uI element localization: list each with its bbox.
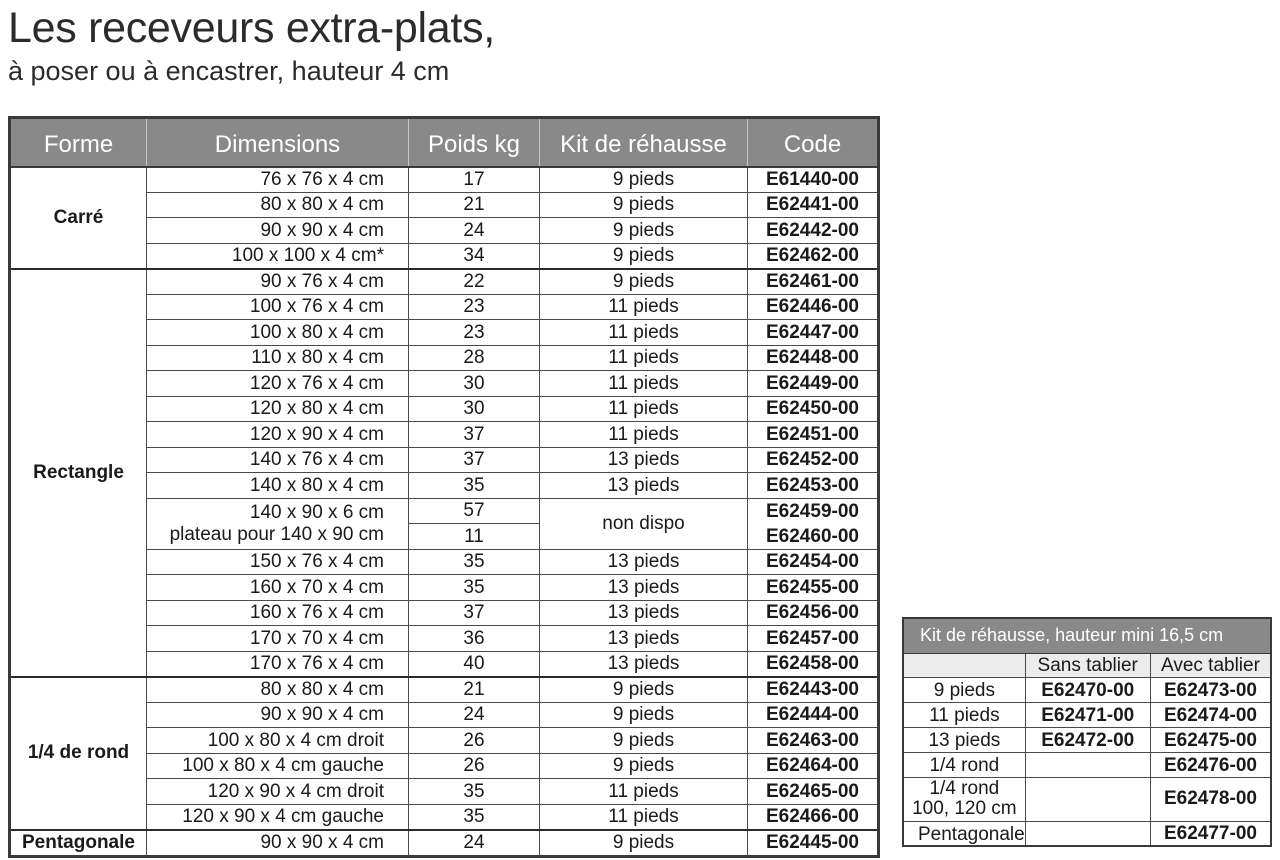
forme-cell: Carré bbox=[10, 167, 147, 269]
code-cell: E62446-00 bbox=[748, 294, 879, 320]
code-cell: E61440-00 bbox=[748, 167, 879, 193]
poids-cell: 23 bbox=[409, 320, 540, 346]
dimension-cell: 76 x 76 x 4 cm bbox=[147, 167, 409, 193]
dimension-cell: 120 x 90 x 4 cm gauche bbox=[147, 804, 409, 830]
dimension-cell: 140 x 76 x 4 cm bbox=[147, 447, 409, 473]
dimension-cell: 80 x 80 x 4 cm bbox=[147, 192, 409, 218]
table-row bbox=[903, 752, 1271, 777]
table-row bbox=[10, 269, 879, 295]
kit-cell: 9 pieds bbox=[540, 192, 748, 218]
dimension-cell: 120 x 76 x 4 cm bbox=[147, 371, 409, 397]
dimension-cell: 120 x 80 x 4 cm bbox=[147, 396, 409, 422]
poids-cell: 21 bbox=[409, 192, 540, 218]
header-kit: Kit de réhausse bbox=[540, 118, 748, 167]
table-row bbox=[903, 702, 1271, 727]
poids-cell: 30 bbox=[409, 371, 540, 397]
code-cell: E62444-00 bbox=[748, 702, 879, 728]
code-cell: E62456-00 bbox=[748, 600, 879, 626]
dimension-cell: 170 x 76 x 4 cm bbox=[147, 651, 409, 677]
poids-cell: 11 bbox=[409, 524, 540, 550]
poids-cell: 23 bbox=[409, 294, 540, 320]
code-cell: E62462-00 bbox=[748, 243, 879, 269]
code-cell: E62442-00 bbox=[748, 218, 879, 244]
kit-cell: 13 pieds bbox=[540, 651, 748, 677]
poids-cell: 40 bbox=[409, 651, 540, 677]
header-sans-tablier: Sans tablier bbox=[1025, 653, 1150, 677]
poids-cell: 35 bbox=[409, 549, 540, 575]
code-avec-cell: E62474-00 bbox=[1150, 702, 1271, 727]
code-sans-cell bbox=[1025, 777, 1150, 821]
dimension-cell: 120 x 90 x 4 cm bbox=[147, 422, 409, 448]
code-cell: E62464-00 bbox=[748, 753, 879, 779]
kit-cell: 13 pieds bbox=[540, 575, 748, 601]
table-row bbox=[903, 677, 1271, 702]
kit-cell: 9 pieds bbox=[540, 702, 748, 728]
dimension-cell: 170 x 70 x 4 cm bbox=[147, 626, 409, 652]
code-sans-cell: E62472-00 bbox=[1025, 727, 1150, 752]
poids-cell: 26 bbox=[409, 728, 540, 754]
code-cell: E62447-00 bbox=[748, 320, 879, 346]
kit-cell: 13 pieds bbox=[540, 626, 748, 652]
code-cell: E62441-00 bbox=[748, 192, 879, 218]
poids-cell: 26 bbox=[409, 753, 540, 779]
page-title: Les receveurs extra-plats, bbox=[8, 4, 495, 52]
rehausse-kit-table bbox=[902, 617, 1272, 847]
code-cell: E62448-00 bbox=[748, 345, 879, 371]
code-cell: E62465-00 bbox=[748, 779, 879, 805]
kit-cell: 11 pieds bbox=[540, 779, 748, 805]
poids-cell: 30 bbox=[409, 396, 540, 422]
dimension-cell: 90 x 90 x 4 cm bbox=[147, 218, 409, 244]
code-cell: E62443-00 bbox=[748, 677, 879, 703]
kit-cell: 9 pieds bbox=[540, 269, 748, 295]
kit-cell: 9 pieds bbox=[540, 677, 748, 703]
table-row bbox=[10, 167, 879, 193]
poids-cell: 37 bbox=[409, 422, 540, 448]
dimension-cell: 100 x 100 x 4 cm* bbox=[147, 243, 409, 269]
rehausse-header-empty bbox=[903, 653, 1025, 677]
kit-cell: 13 pieds bbox=[540, 447, 748, 473]
dimension-cell: 90 x 90 x 4 cm bbox=[147, 830, 409, 857]
table-row bbox=[903, 821, 1271, 846]
code-avec-cell: E62473-00 bbox=[1150, 677, 1271, 702]
dimension-cell: 140 x 80 x 4 cm bbox=[147, 473, 409, 499]
poids-cell: 36 bbox=[409, 626, 540, 652]
code-line-b: E62460-00 bbox=[766, 525, 859, 547]
kit-cell: 11 pieds bbox=[540, 345, 748, 371]
kit-label: Pentagonale bbox=[903, 821, 1025, 846]
poids-cell: 37 bbox=[409, 600, 540, 626]
dimension-cell: 160 x 70 x 4 cm bbox=[147, 575, 409, 601]
code-cell: E62458-00 bbox=[748, 651, 879, 677]
kit-cell: 11 pieds bbox=[540, 320, 748, 346]
dimension-line-b: plateau pour 140 x 90 cm bbox=[169, 523, 384, 545]
poids-cell: 34 bbox=[409, 243, 540, 269]
kit-label: 1/4 rond bbox=[903, 752, 1025, 777]
kit-cell: 9 pieds bbox=[540, 167, 748, 193]
poids-cell: 57 bbox=[409, 498, 540, 524]
kit-cell: 11 pieds bbox=[540, 371, 748, 397]
kit-cell: 11 pieds bbox=[540, 294, 748, 320]
header-forme: Forme bbox=[10, 118, 147, 167]
code-cell: E62466-00 bbox=[748, 804, 879, 830]
code-sans-cell bbox=[1025, 821, 1150, 846]
kit-cell: non dispo bbox=[540, 498, 748, 549]
kit-cell: 11 pieds bbox=[540, 396, 748, 422]
poids-cell: 35 bbox=[409, 575, 540, 601]
kit-label: 9 pieds bbox=[903, 677, 1025, 702]
code-avec-cell: E62478-00 bbox=[1150, 777, 1271, 821]
rehausse-table-caption: Kit de réhausse, hauteur mini 16,5 cm bbox=[903, 618, 1271, 653]
header-dimensions: Dimensions bbox=[147, 118, 409, 167]
poids-cell: 21 bbox=[409, 677, 540, 703]
table-row bbox=[903, 777, 1271, 821]
code-line-a: E62459-00 bbox=[766, 500, 859, 522]
poids-cell: 35 bbox=[409, 804, 540, 830]
dimension-cell: 100 x 80 x 4 cm droit bbox=[147, 728, 409, 754]
kit-cell: 13 pieds bbox=[540, 600, 748, 626]
code-cell: E62453-00 bbox=[748, 473, 879, 499]
forme-cell: Rectangle bbox=[10, 269, 147, 677]
dimension-cell: 90 x 76 x 4 cm bbox=[147, 269, 409, 295]
code-sans-cell: E62470-00 bbox=[1025, 677, 1150, 702]
code-cell: E62452-00 bbox=[748, 447, 879, 473]
kit-label-line-b: 100, 120 cm bbox=[912, 798, 1017, 819]
kit-cell: 13 pieds bbox=[540, 549, 748, 575]
dimension-cell: 150 x 76 x 4 cm bbox=[147, 549, 409, 575]
poids-cell: 24 bbox=[409, 830, 540, 857]
kit-cell: 9 pieds bbox=[540, 830, 748, 857]
poids-cell: 17 bbox=[409, 167, 540, 193]
code-avec-cell: E62475-00 bbox=[1150, 727, 1271, 752]
kit-cell: 13 pieds bbox=[540, 473, 748, 499]
dimension-cell: 110 x 80 x 4 cm bbox=[147, 345, 409, 371]
code-cell: E62449-00 bbox=[748, 371, 879, 397]
code-cell: E62451-00 bbox=[748, 422, 879, 448]
poids-cell: 28 bbox=[409, 345, 540, 371]
code-cell: E62463-00 bbox=[748, 728, 879, 754]
code-cell: E62461-00 bbox=[748, 269, 879, 295]
kit-label-line-a: 1/4 rond bbox=[929, 778, 1000, 799]
table-row bbox=[10, 830, 879, 857]
code-avec-cell: E62477-00 bbox=[1150, 821, 1271, 846]
kit-cell: 11 pieds bbox=[540, 804, 748, 830]
dimension-cell-split bbox=[147, 498, 409, 549]
poids-cell: 37 bbox=[409, 447, 540, 473]
poids-cell: 24 bbox=[409, 218, 540, 244]
poids-cell: 35 bbox=[409, 473, 540, 499]
forme-cell: Pentagonale bbox=[10, 830, 147, 857]
code-cell: E62450-00 bbox=[748, 396, 879, 422]
code-cell: E62457-00 bbox=[748, 626, 879, 652]
table-header-row bbox=[10, 118, 879, 167]
code-cell: E62455-00 bbox=[748, 575, 879, 601]
table-row bbox=[903, 727, 1271, 752]
code-sans-cell bbox=[1025, 752, 1150, 777]
rehausse-header-row bbox=[903, 653, 1271, 677]
dimension-cell: 120 x 90 x 4 cm droit bbox=[147, 779, 409, 805]
kit-label: 11 pieds bbox=[903, 702, 1025, 727]
kit-label: 13 pieds bbox=[903, 727, 1025, 752]
kit-cell: 9 pieds bbox=[540, 753, 748, 779]
code-avec-cell: E62476-00 bbox=[1150, 752, 1271, 777]
header-code: Code bbox=[748, 118, 879, 167]
forme-cell: 1/4 de rond bbox=[10, 677, 147, 830]
code-sans-cell: E62471-00 bbox=[1025, 702, 1150, 727]
kit-label-split bbox=[903, 777, 1025, 821]
poids-cell: 24 bbox=[409, 702, 540, 728]
dimension-cell: 100 x 76 x 4 cm bbox=[147, 294, 409, 320]
dimension-cell: 100 x 80 x 4 cm bbox=[147, 320, 409, 346]
kit-cell: 9 pieds bbox=[540, 728, 748, 754]
dimension-line-a: 140 x 90 x 6 cm bbox=[249, 501, 384, 523]
code-cell-split bbox=[748, 498, 879, 549]
poids-cell: 35 bbox=[409, 779, 540, 805]
dimension-cell: 80 x 80 x 4 cm bbox=[147, 677, 409, 703]
code-cell: E62445-00 bbox=[748, 830, 879, 857]
page-subtitle: à poser ou à encastrer, hauteur 4 cm bbox=[8, 56, 450, 86]
header-poids: Poids kg bbox=[409, 118, 540, 167]
dimension-cell: 100 x 80 x 4 cm gauche bbox=[147, 753, 409, 779]
poids-cell: 22 bbox=[409, 269, 540, 295]
table-row bbox=[10, 677, 879, 703]
kit-cell: 11 pieds bbox=[540, 422, 748, 448]
kit-cell: 9 pieds bbox=[540, 218, 748, 244]
kit-cell: 9 pieds bbox=[540, 243, 748, 269]
shower-tray-table bbox=[8, 116, 880, 858]
code-cell: E62454-00 bbox=[748, 549, 879, 575]
dimension-cell: 160 x 76 x 4 cm bbox=[147, 600, 409, 626]
header-avec-tablier: Avec tablier bbox=[1150, 653, 1271, 677]
dimension-cell: 90 x 90 x 4 cm bbox=[147, 702, 409, 728]
